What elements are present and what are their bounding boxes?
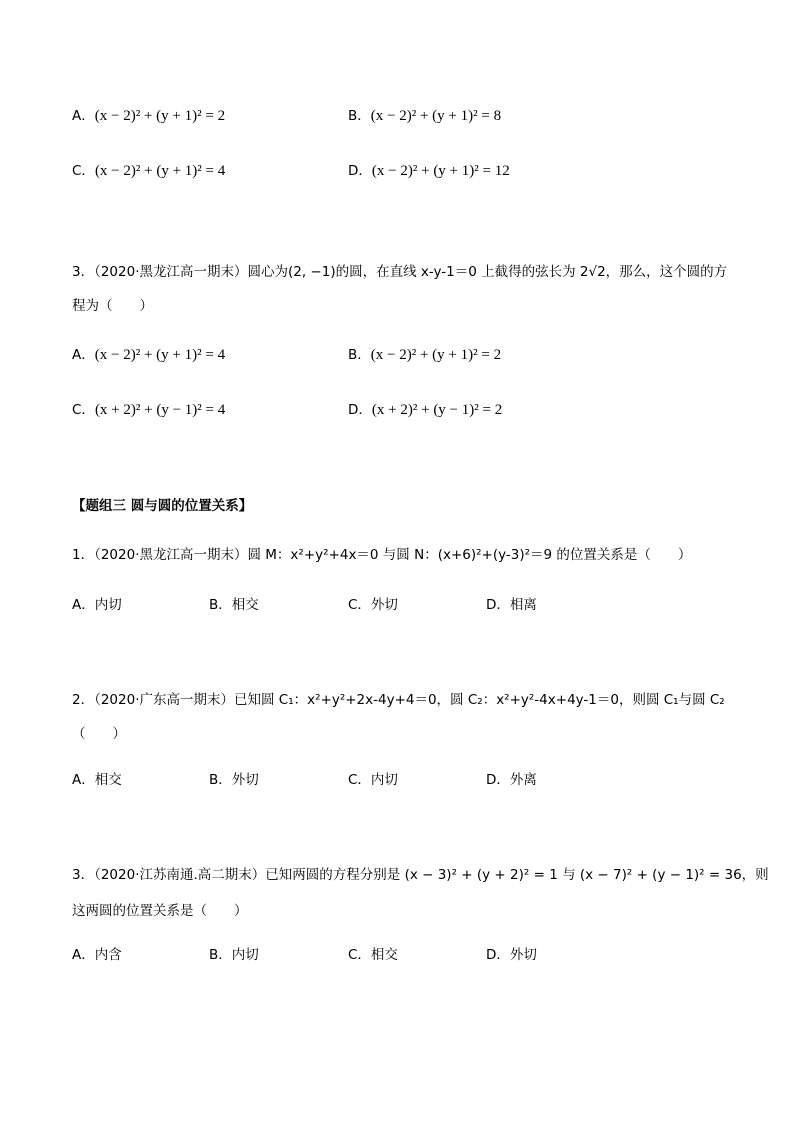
option-c bbox=[72, 161, 225, 181]
option-label: A． bbox=[72, 108, 95, 124]
option-d: D．相离 bbox=[486, 597, 537, 613]
option-d: D．外切 bbox=[486, 947, 537, 963]
option-expr: (x − 2)² + (y + 1)² = 4 bbox=[94, 347, 226, 363]
option-label: B． bbox=[348, 347, 371, 363]
option-expr: (x + 2)² + (y − 1)² = 2 bbox=[371, 402, 503, 418]
option-b: B．相交 bbox=[209, 597, 259, 613]
option-a bbox=[72, 345, 225, 365]
question-stem-continued: （ ） bbox=[72, 726, 126, 742]
option-expr: (x − 2)² + (y + 1)² = 2 bbox=[370, 347, 502, 363]
option-a: A．相交 bbox=[72, 772, 122, 788]
question-stem: 3．（2020·江苏南通.高二期末）已知两圆的方程分别是 (x − 3)² + (y + 2)² = 1 与 (x − 7)² + (y − 1)² = 36，则 bbox=[72, 867, 769, 883]
option-label: D． bbox=[348, 402, 372, 418]
option-c: C．内切 bbox=[348, 772, 398, 788]
question-stem-continued: 这两圆的位置关系是（ ） bbox=[72, 903, 248, 919]
question-stem: 3．（2020·黑龙江高一期末）圆心为(2, −1)的圆，在直线 x-y-1＝0 上截得的弦长为 2√2，那么，这个圆的方 bbox=[72, 264, 728, 280]
question-stem: 1．（2020·黑龙江高一期末）圆 M：x²+y²+4x＝0 与圆 N：(x+6)²+(y-3)²＝9 的位置关系是（ ） bbox=[72, 547, 692, 563]
option-expr: (x − 2)² + (y + 1)² = 12 bbox=[371, 163, 510, 179]
option-c bbox=[72, 400, 225, 420]
option-a: A．内含 bbox=[72, 947, 122, 963]
option-b bbox=[348, 106, 501, 126]
option-a: A．内切 bbox=[72, 597, 122, 613]
option-d bbox=[348, 400, 502, 420]
option-b bbox=[348, 345, 501, 365]
section-heading: 【题组三 圆与圆的位置关系】 bbox=[72, 498, 253, 514]
option-d: D．外离 bbox=[486, 772, 537, 788]
option-label: B． bbox=[348, 108, 371, 124]
option-label: A． bbox=[72, 347, 95, 363]
option-d bbox=[348, 161, 510, 181]
option-a bbox=[72, 106, 225, 126]
option-b: B．外切 bbox=[209, 772, 259, 788]
question-stem-continued: 程为（ ） bbox=[72, 298, 153, 314]
option-c: C．相交 bbox=[348, 947, 398, 963]
option-label: D． bbox=[348, 163, 372, 179]
option-c: C．外切 bbox=[348, 597, 398, 613]
option-expr: (x + 2)² + (y − 1)² = 4 bbox=[94, 402, 226, 418]
option-expr: (x − 2)² + (y + 1)² = 8 bbox=[370, 108, 502, 124]
option-expr: (x − 2)² + (y + 1)² = 2 bbox=[94, 108, 226, 124]
option-label: C． bbox=[72, 163, 95, 179]
option-b: B．内切 bbox=[209, 947, 259, 963]
option-label: C． bbox=[72, 402, 95, 418]
option-expr: (x − 2)² + (y + 1)² = 4 bbox=[94, 163, 226, 179]
question-stem: 2．（2020·广东高一期末）已知圆 C₁：x²+y²+2x-4y+4＝0，圆 C₂：x²+y²-4x+4y-1＝0，则圆 C₁与圆 C₂ bbox=[72, 692, 725, 708]
